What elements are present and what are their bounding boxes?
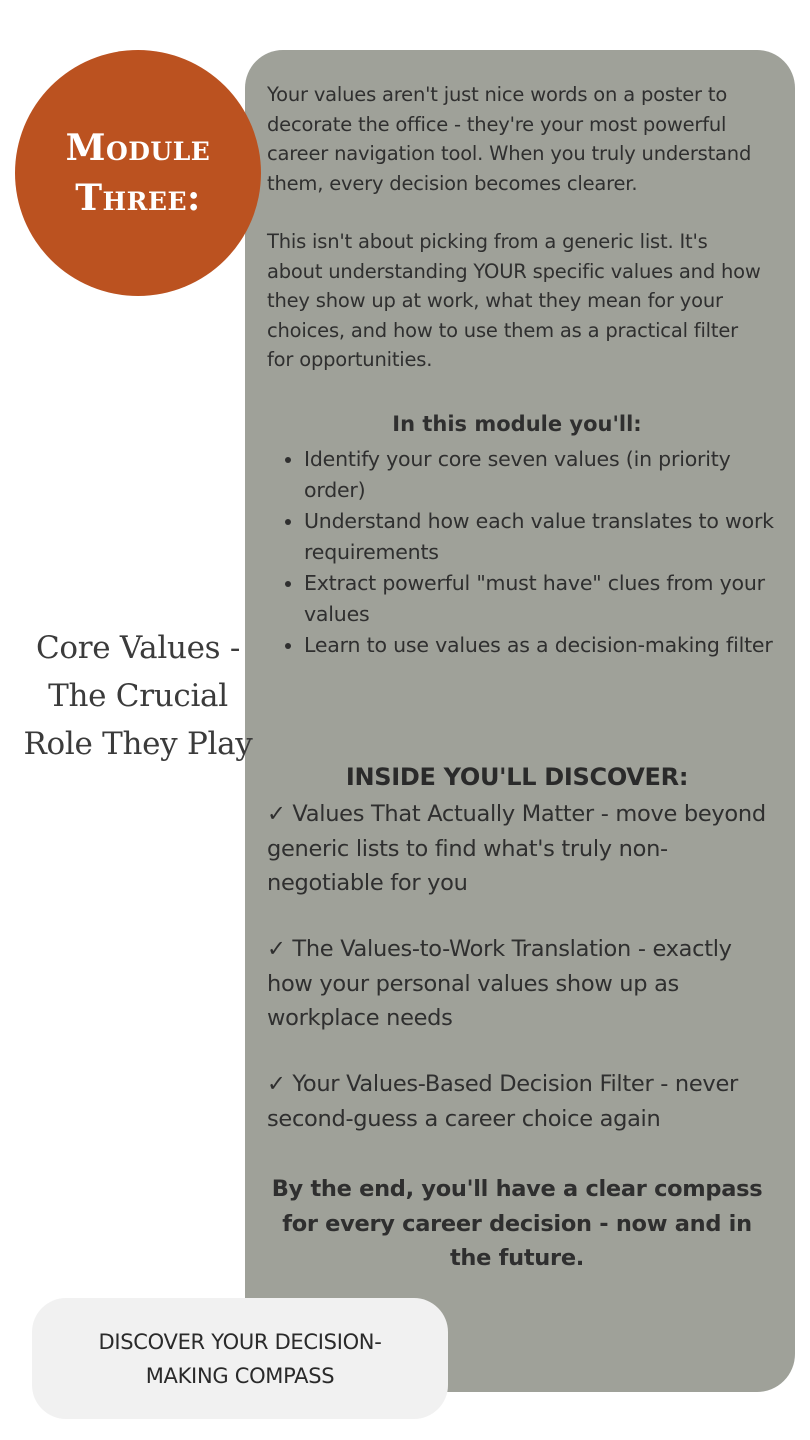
discover-heading: INSIDE YOU'LL DISCOVER:: [345, 763, 689, 791]
intro-paragraph-2: This isn't about picking from a generic list. It's about understanding YOUR specific values and how they show up at work, what they mean for your choices, and how to use them as a practical filter for opportunities.: [267, 230, 761, 371]
discover-item: ✓ Your Values-Based Decision Filter - never second-guess a career choice again: [267, 1071, 738, 1132]
intro-paragraph-1: Your values aren't just nice words on a poster to decorate the office - they're your most powerful career navigation tool. When you truly understand them, every decision becomes clearer.: [267, 83, 752, 195]
closing-statement: By the end, you'll have a clear compass for every career decision - now and in the future.: [271, 1176, 763, 1271]
discover-item: ✓ Values That Actually Matter - move beyond generic lists to find what's truly non-negotiable for you: [267, 801, 766, 896]
intro-text: [267, 80, 767, 404]
module-list-heading: In this module you'll:: [392, 412, 642, 436]
module-title: Core Values - The Crucial Role They Play: [23, 630, 253, 762]
list-item: • Learn to use values as a decision-making filter: [304, 630, 790, 661]
module-list: [284, 444, 790, 661]
list-item: • Identify your core seven values (in priority order): [304, 444, 790, 506]
module-badge-line2: Three:: [75, 177, 201, 219]
cta-button-label: DISCOVER YOUR DECISION-MAKING COMPASS: [98, 1329, 382, 1388]
module-badge-line1: Module: [65, 127, 211, 169]
module-badge: [15, 123, 261, 223]
list-item: • Understand how each value translates to work requirements: [304, 506, 790, 568]
discover-item: ✓ The Values-to-Work Translation - exactly how your personal values show up as workplace needs: [267, 936, 732, 1031]
list-item: • Extract powerful "must have" clues from your values: [304, 568, 790, 630]
cta-button[interactable]: [32, 1298, 448, 1419]
